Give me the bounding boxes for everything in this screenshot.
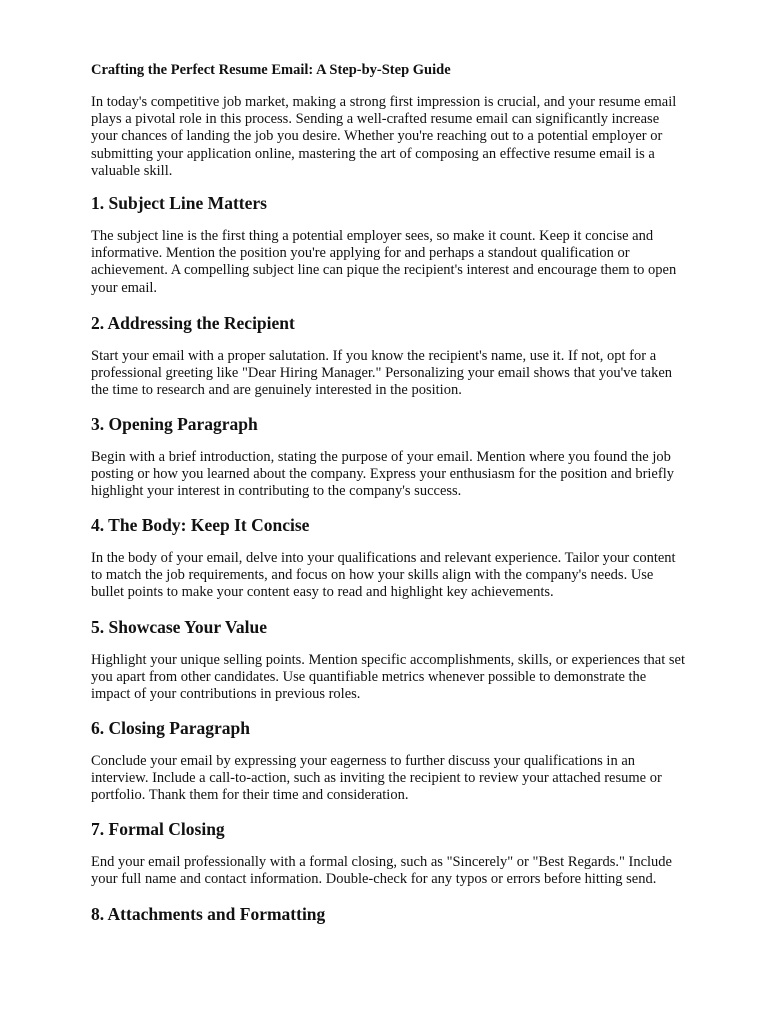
text-line: In the body of your email, delve into your qualifications and relevant experience. Tailor your content <box>91 550 676 566</box>
section-heading: 6. Closing Paragraph <box>91 718 250 738</box>
section-paragraph <box>91 550 676 602</box>
text-line: posting or how you learned about the company. Express your enthusiasm for the position and briefly <box>91 466 674 483</box>
section-heading: 7. Formal Closing <box>91 819 225 839</box>
section-paragraph <box>91 652 685 704</box>
text-line: the time to research and are genuinely interested in the position. <box>91 382 462 399</box>
text-line: informative. Mention the position you're applying for and perhaps a standout qualification or <box>91 245 630 262</box>
text-line: achievement. A compelling subject line can pique the recipient's interest and encourage them to open <box>91 262 677 279</box>
document-title: Crafting the Perfect Resume Email: A Step-by-Step Guide <box>91 62 451 78</box>
text-line: The subject line is the first thing a potential employer sees, so make it count. Keep it concise and <box>91 228 654 244</box>
section-heading: 3. Opening Paragraph <box>91 414 258 434</box>
text-line: In today's competitive job market, making a strong first impression is crucial, and your resume email <box>91 94 677 110</box>
text-line: Start your email with a proper salutation. If you know the recipient's name, use it. If not, opt for a <box>91 348 657 364</box>
text-line: plays a pivotal role in this process. Sending a well-crafted resume email can significantly increase <box>91 111 660 128</box>
section-heading: 5. Showcase Your Value <box>91 617 268 637</box>
section-paragraph <box>91 854 672 888</box>
text-line: interview. Include a call-to-action, such as inviting the recipient to review your attached resume or <box>91 770 662 787</box>
section-paragraph <box>91 228 676 297</box>
intro-paragraph <box>91 94 676 180</box>
section-heading: 8. Attachments and Formatting <box>91 904 326 924</box>
text-line: you apart from other candidates. Use quantifiable metrics whenever possible to demonstrate the <box>91 669 647 686</box>
text-line: impact of your contributions in previous roles. <box>91 686 361 703</box>
text-line: your email. <box>91 279 158 296</box>
section-heading: 1. Subject Line Matters <box>91 193 267 213</box>
text-line: bullet points to make your content easy to read and highlight key achievements. <box>91 584 554 601</box>
text-line: Highlight your unique selling points. Mention specific accomplishments, skills, or experiences that set <box>91 652 685 668</box>
text-line: Conclude your email by expressing your eagerness to further discuss your qualifications in an <box>91 753 636 769</box>
section-paragraph <box>91 348 672 400</box>
text-line: submitting your application online, mastering the art of composing an effective resume email is a <box>91 145 655 162</box>
text-line: professional greeting like "Dear Hiring Manager." Personalizing your email shows that you've taken <box>91 365 673 382</box>
text-line: highlight your interest in contributing to the company's success. <box>91 483 462 500</box>
text-line: your full name and contact information. Double-check for any typos or errors before hitting send. <box>91 871 657 888</box>
text-line: Begin with a brief introduction, stating the purpose of your email. Mention where you found the job <box>91 449 671 465</box>
section-heading: 4. The Body: Keep It Concise <box>91 515 310 535</box>
text-line: End your email professionally with a formal closing, such as "Sincerely" or "Best Regards." Include <box>91 854 672 870</box>
text-line: valuable skill. <box>91 162 173 179</box>
section-heading: 2. Addressing the Recipient <box>91 313 295 333</box>
text-line: to match the job requirements, and focus on how your skills align with the company's needs. Use <box>91 567 654 584</box>
text-line: your chances of landing the job you desire. Whether you're reaching out to a potential employer or <box>91 128 663 145</box>
text-line: portfolio. Thank them for their time and consideration. <box>91 787 409 804</box>
section-paragraph <box>91 753 662 805</box>
section-paragraph <box>91 449 674 501</box>
